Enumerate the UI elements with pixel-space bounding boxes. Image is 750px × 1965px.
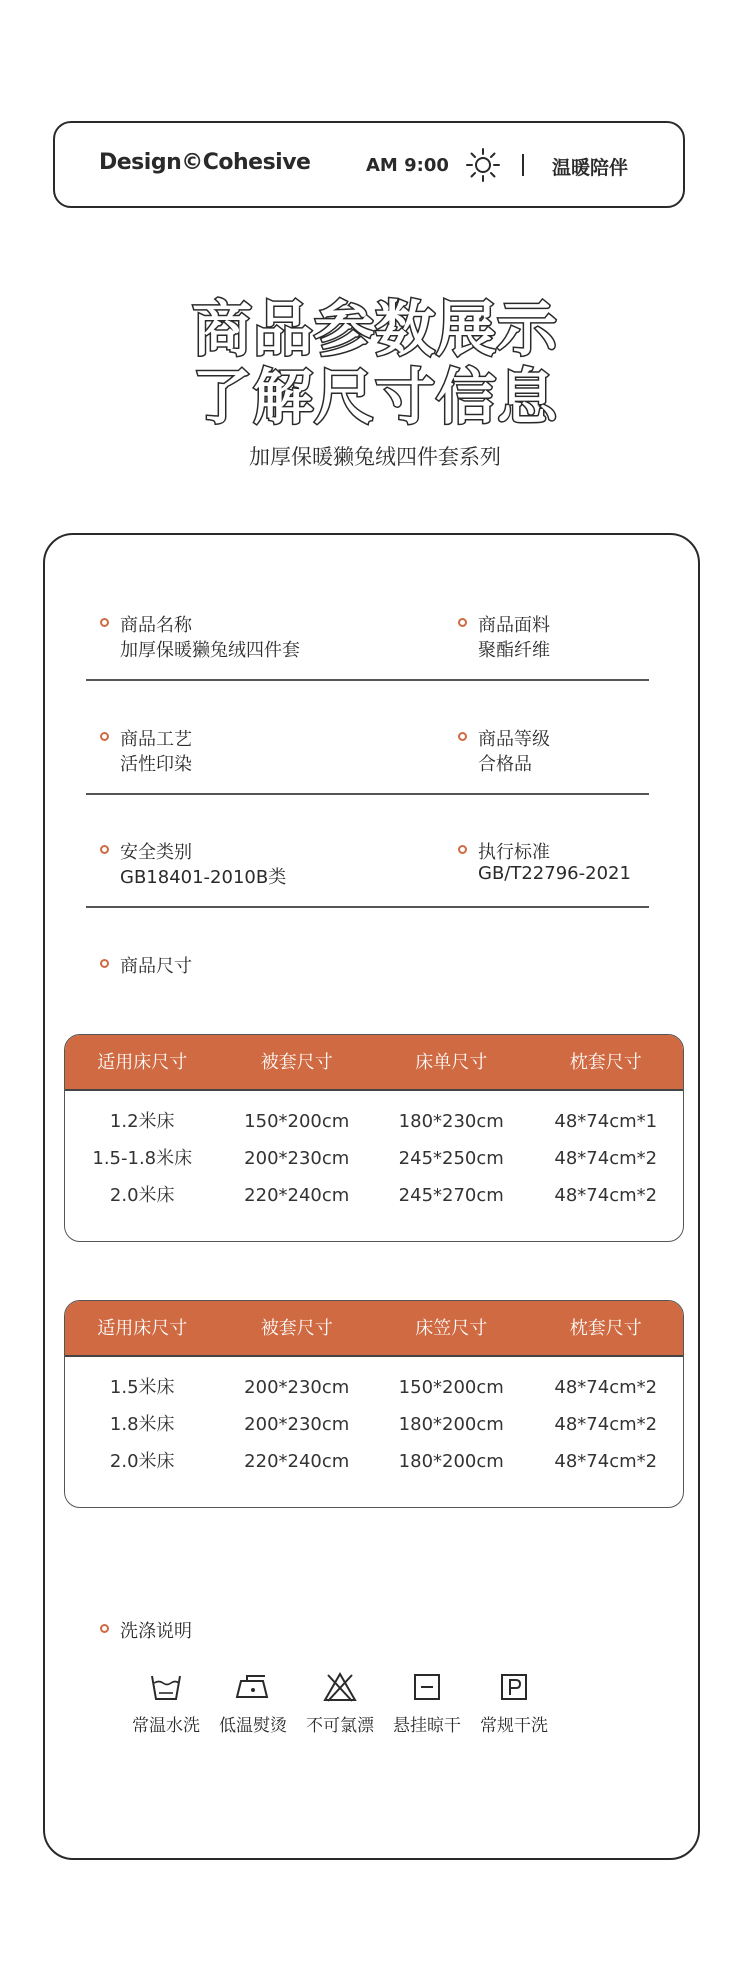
bullet-icon: [458, 845, 467, 854]
care-item-wash: [121, 1671, 211, 1736]
bullet-icon: [458, 618, 467, 627]
table-row: [65, 1177, 683, 1214]
care-item-hang-dry: [382, 1671, 472, 1736]
table-cell: 2.0米床: [109, 1185, 175, 1206]
section-label: 洗涤说明: [120, 1621, 192, 1642]
page-title-line2: 了解尺寸信息: [192, 363, 558, 433]
table-cell: 48*74cm*1: [554, 1111, 658, 1132]
info-label: 执行标准: [478, 842, 550, 863]
table-cell: 200*230cm: [244, 1414, 350, 1435]
table-body: [65, 1357, 683, 1480]
info-label: 商品名称: [120, 615, 192, 636]
table-header-cell: 床单尺寸: [415, 1052, 488, 1073]
time-display: AM 9:00: [366, 155, 449, 176]
iron-icon: [233, 1671, 273, 1703]
table-cell: 48*74cm*2: [554, 1451, 658, 1472]
bullet-icon: [458, 732, 467, 741]
table-header-cell: 枕套尺寸: [569, 1052, 642, 1073]
table-cell: 48*74cm*2: [554, 1185, 658, 1206]
table-header-cell: 枕套尺寸: [569, 1318, 642, 1339]
table-cell: 180*200cm: [398, 1414, 504, 1435]
table-row: [65, 1140, 683, 1177]
table-cell: 220*240cm: [244, 1185, 350, 1206]
table-header: [65, 1301, 683, 1357]
dry-clean-icon: [498, 1671, 530, 1703]
bullet-icon: [100, 618, 109, 627]
bullet-icon: [100, 732, 109, 741]
table-cell: 200*230cm: [244, 1377, 350, 1398]
table-cell: 180*200cm: [398, 1451, 504, 1472]
info-label: 商品等级: [478, 729, 550, 750]
page-title-line1: 商品参数展示: [192, 295, 558, 365]
table-header-cell: 被套尺寸: [260, 1052, 333, 1073]
section-label: 商品尺寸: [120, 956, 192, 977]
care-label: 常规干洗: [480, 1716, 548, 1736]
info-value: 加厚保暖獭兔绒四件套: [120, 640, 300, 661]
table-cell: 1.2米床: [109, 1111, 175, 1132]
table-cell: 150*200cm: [398, 1377, 504, 1398]
wash-icon: [149, 1671, 183, 1703]
care-label: 常温水洗: [132, 1716, 200, 1736]
care-item-no-bleach: [295, 1671, 385, 1736]
info-value: 活性印染: [120, 754, 192, 775]
table-cell: 48*74cm*2: [554, 1414, 658, 1435]
table-row: [65, 1103, 683, 1140]
table-cell: 245*270cm: [398, 1185, 504, 1206]
info-value: GB18401-2010B类: [120, 867, 287, 888]
brand-name: Design©Cohesive: [99, 150, 311, 175]
care-label: 不可氯漂: [306, 1716, 374, 1736]
info-label: 商品工艺: [120, 729, 192, 750]
table-row: [65, 1369, 683, 1406]
bullet-icon: [100, 959, 109, 968]
table-cell: 48*74cm*2: [554, 1148, 658, 1169]
table-row: [65, 1406, 683, 1443]
table-cell: 200*230cm: [244, 1148, 350, 1169]
care-label: 悬挂晾干: [393, 1716, 461, 1736]
header-divider: [522, 154, 524, 176]
table-cell: 48*74cm*2: [554, 1377, 658, 1398]
no-bleach-icon: [322, 1671, 358, 1703]
hang-dry-icon: [411, 1671, 443, 1703]
bullet-icon: [100, 1624, 109, 1633]
table-cell: 1.5-1.8米床: [92, 1148, 193, 1169]
bullet-icon: [100, 845, 109, 854]
header-bar: [53, 121, 685, 208]
page-subtitle: 加厚保暖獭兔绒四件套系列: [249, 445, 501, 469]
info-value: 合格品: [478, 754, 532, 775]
care-item-iron: [208, 1671, 298, 1736]
table-body: [65, 1091, 683, 1214]
table-header-cell: 被套尺寸: [260, 1318, 333, 1339]
table-cell: 1.8米床: [109, 1414, 175, 1435]
size-table-sheet: [64, 1034, 684, 1242]
slogan: 温暖陪伴: [552, 157, 629, 179]
care-item-dry-clean: [469, 1671, 559, 1736]
table-header: [65, 1035, 683, 1091]
table-header-cell: 床笠尺寸: [415, 1318, 488, 1339]
table-header-cell: 适用床尺寸: [97, 1052, 188, 1073]
table-cell: 245*250cm: [398, 1148, 504, 1169]
care-label: 低温熨烫: [219, 1716, 287, 1736]
table-cell: 180*230cm: [398, 1111, 504, 1132]
sun-icon: [465, 147, 501, 183]
info-value: GB/T22796-2021: [478, 863, 631, 884]
table-cell: 2.0米床: [109, 1451, 175, 1472]
info-value: 聚酯纤维: [478, 640, 550, 661]
divider: [86, 906, 649, 908]
divider: [86, 793, 649, 795]
table-row: [65, 1443, 683, 1480]
info-label: 安全类别: [120, 842, 192, 863]
table-cell: 220*240cm: [244, 1451, 350, 1472]
table-header-cell: 适用床尺寸: [97, 1318, 188, 1339]
size-table-fitted: [64, 1300, 684, 1508]
divider: [86, 679, 649, 681]
product-info-card: [43, 533, 700, 1860]
table-cell: 150*200cm: [244, 1111, 350, 1132]
table-cell: 1.5米床: [109, 1377, 175, 1398]
info-label: 商品面料: [478, 615, 550, 636]
